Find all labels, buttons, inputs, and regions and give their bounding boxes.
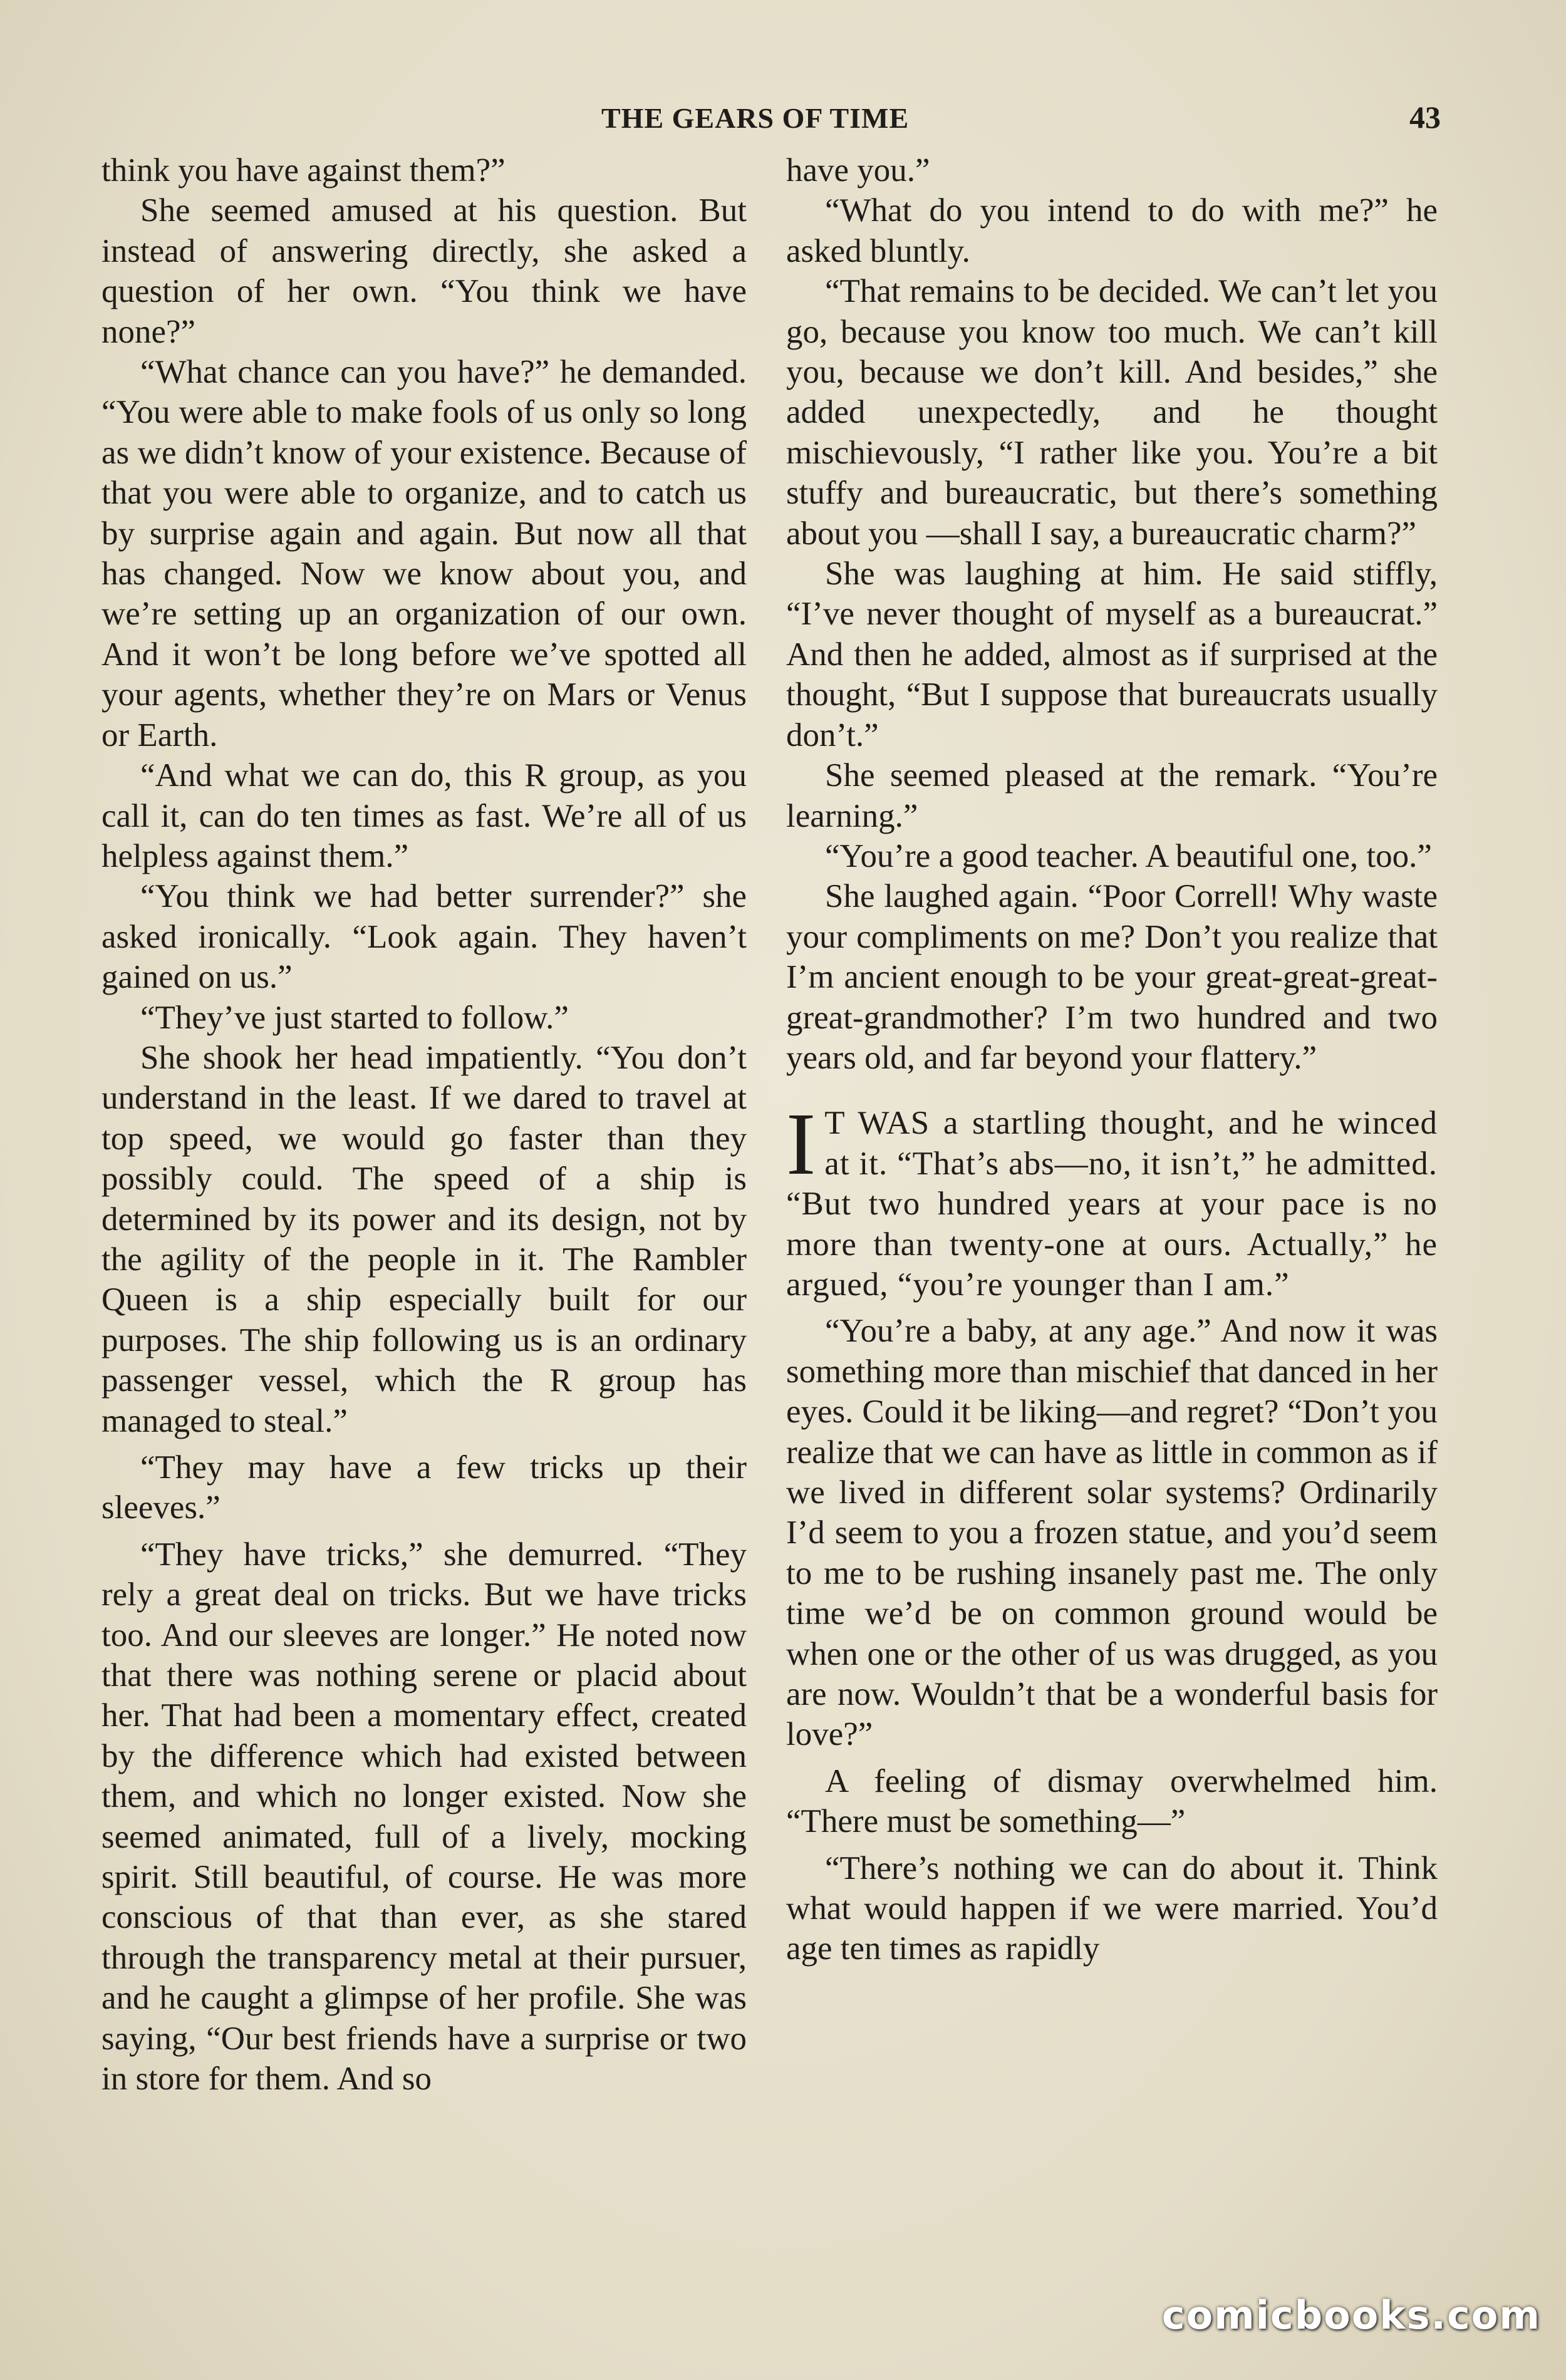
site-watermark: comicbooks.com [1161, 2292, 1541, 2338]
paragraph: “They have tricks,” she demurred. “They rely a great deal on tricks. But we have tricks too. And our sleeves are longer.” He noted now that there was nothing serene or placid about her. That had been a momentary effect, created by the difference which had existed between them, and which no longer existed. Now she seemed animated, full of a lively, mocking spirit. Still beautiful, of course. He was more conscious of that than ever, as she stared through the transparency metal at their pursuer, and he caught a glimpse of her profile. She was saying, “Our best friends have a surprise or two in store for them. And so [101, 1536, 747, 2098]
right-text-column [786, 150, 1438, 1969]
page-number: 43 [1409, 100, 1441, 135]
paragraph: She laughed again. “Poor Correll! Why waste your compliments on me? Don’t you realize that I’m ancient enough to be your great-great-great-great-grandmother? I’m two hundred and two years old, and far beyond your flattery.” [786, 878, 1438, 1076]
drop-cap: I [786, 1094, 816, 1194]
paragraph: “That remains to be decided. We can’t let you go, because you know too much. We can’t kill you, because we don’t kill. And besides,” she added unexpectedly, and he thought mischievously, “I rather like you. You’re a bit stuffy and bureaucratic, but there’s something about you —shall I say, a bureaucratic charm?” [786, 273, 1438, 552]
section-opening-paragraph [786, 1094, 1438, 1305]
paragraph: “And what we can do, this R group, as you call it, can do ten times as fast. We’re all of us helpless against them.” [101, 757, 747, 874]
section-opening-text: T WAS a startling thought, and he winced at it. “That’s abs—no, it isn’t,” he admitted. “But two hundred years at your pace is no more than twenty-one at ours. Actually,” he argued, “you’re younger than I am.” [786, 1105, 1438, 1303]
paragraph: “You’re a good teacher. A beautiful one, too.” [825, 837, 1432, 874]
paragraph: She was laughing at him. He said stiffly, “I’ve never thought of myself as a bureaucrat.” And then he added, almost as if surprised at the thought, “But I suppose that bureaucrats usually don’t.” [786, 556, 1438, 753]
paragraph: She seemed pleased at the remark. “You’re learning.” [786, 757, 1438, 834]
paragraph: “You’re a baby, at any age.” And now it was something more than mischief that danced in her eyes. Could it be liking—and regret? “Don’t you realize that we can have as little in common as if we lived in different solar systems? Ordinarily I’d seem to you a frozen statue, and you’d seem to me to be rushing insanely past me. The only time we’d be on common ground would be when one or the other of us was drugged, as you are now. Wouldn’t that be a wonderful basis for love?” [786, 1313, 1438, 1753]
paragraph: A feeling of dismay overwhelmed him. “There must be something—” [786, 1762, 1438, 1840]
paragraph: “There’s nothing we can do about it. Think what would happen if we were married. You’d age ten times as rapidly [786, 1850, 1438, 1967]
paragraph: think you have against them?” [101, 152, 506, 189]
paragraph: “You think we had better surrender?” she asked ironically. “Look again. They haven’t gained on us.” [101, 878, 747, 996]
running-header-title: THE GEARS OF TIME [601, 102, 910, 134]
paragraph: “What chance can you have?” he demanded. “You were able to make fools of us only so long as we didn’t know of your existence. Because of that you were able to organize, and to catch us by surprise again and again. But now all that has changed. Now we know about you, and we’re setting up an organization of our own. And it won’t be long before we’ve spotted all your agents, whether they’re on Mars or Venus or Earth. [101, 354, 747, 753]
paragraph: “What do you intend to do with me?” he asked bluntly. [786, 192, 1438, 269]
paragraph: “They’ve just started to follow.” [140, 999, 569, 1036]
paragraph: She seemed amused at his question. But instead of answering directly, she asked a question of her own. “You think we have none?” [101, 192, 747, 350]
paragraph: She shook her head impatiently. “You don’t understand in the least. If we dared to travel at top speed, we would go faster than they possibly could. The speed of a ship is determined by its power and its design, not by the agility of the people in it. The Rambler Queen is a ship especially built for our purposes. The ship following us is an ordinary passenger vessel, which the R group has managed to steal.” [101, 1039, 747, 1439]
left-text-column [101, 150, 747, 2099]
paragraph: have you.” [786, 152, 930, 189]
paragraph: “They may have a few tricks up their sleeves.” [101, 1449, 747, 1526]
